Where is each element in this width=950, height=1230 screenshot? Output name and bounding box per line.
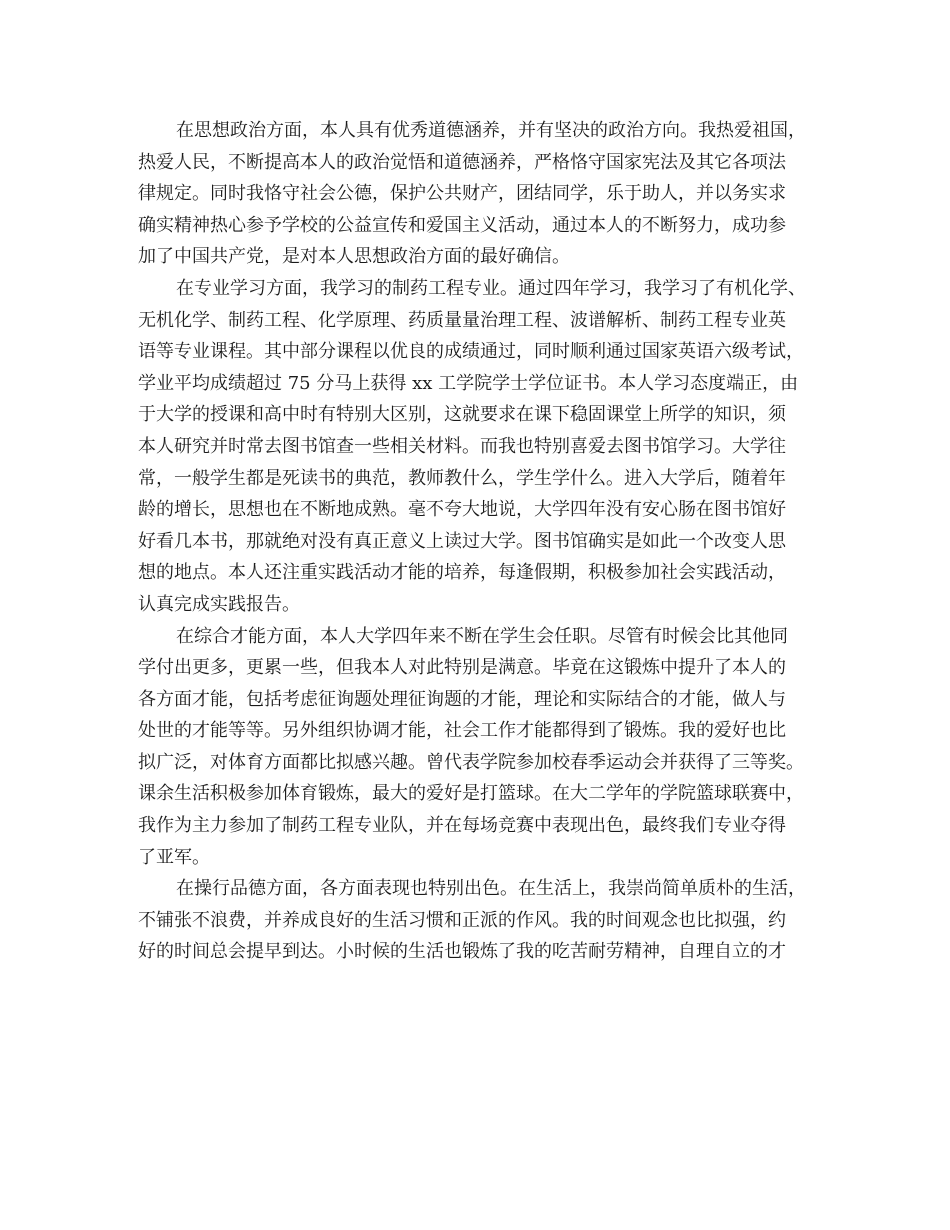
text-line: 在操行品德方面，各方面表现也特别出色。在生活上，我崇尚简单质朴的生活， (176, 878, 806, 900)
text-line: 加了中国共产党，是对本人思想政治方面的最好确信。 (138, 246, 570, 268)
text-line: 无机化学、制药工程、化学原理、药质量量治理工程、波谱解析、制药工程专业英 (138, 309, 786, 331)
text-line: 在思想政治方面，本人具有优秀道德涵养，并有坚决的政治方向。我热爱祖国， (176, 120, 806, 141)
text-line: 律规定。同时我恪守社会公德，保护公共财产，团结同学，乐于助人，并以务实求 (138, 183, 786, 205)
text-line: 确实精神热心参予学校的公益宣传和爱国主义活动，通过本人的不断努力，成功参 (138, 214, 786, 236)
text-line: 本人研究并时常去图书馆查一些相关材料。而我也特别喜爱去图书馆学习。大学往 (138, 435, 786, 457)
text-line: 想的地点。本人还注重实践活动才能的培养，每逢假期，积极参加社会实践活动， (138, 562, 786, 584)
text-line: 学付出更多，更累一些，但我本人对此特别是满意。毕竟在这锻炼中提升了本人的 (138, 657, 786, 679)
text-line: 不铺张不浪费，并养成良好的生活习惯和正派的作风。我的时间观念也比拟强，约 (138, 909, 786, 931)
paragraph-study (138, 273, 828, 621)
text-line: 在综合才能方面，本人大学四年来不断在学生会任职。尽管有时候会比其他同 (176, 625, 788, 647)
text-line: 于大学的授课和高中时有特别大区别，这就要求在课下稳固课堂上所学的知识，须 (138, 404, 786, 426)
text-line: 处世的才能等等。另外组织协调才能，社会工作才能都得到了锻炼。我的爱好也比 (138, 720, 786, 742)
paragraph-conduct (138, 873, 828, 968)
text-line: 学业平均成绩超过 75 分马上获得 xx 工学院学士学位证书。本人学习态度端正，由 (138, 372, 799, 394)
text-line: 好看几本书，那就绝对没有真正意义上读过大学。图书馆确实是如此一个改变人思 (138, 530, 786, 552)
text-line: 我作为主力参加了制药工程专业队，并在每场竞赛中表现出色，最终我们专业夺得 (138, 815, 786, 837)
text-line: 课余生活积极参加体育锻炼，最大的爱好是打篮球。在大二学年的学院篮球联赛中， (138, 783, 804, 805)
text-line: 好的时间总会提早到达。小时候的生活也锻炼了我的吃苦耐劳精神，自理自立的才 (138, 941, 786, 963)
text-line: 拟广泛，对体育方面都比拟感兴趣。曾代表学院参加校春季运动会并获得了三等奖。 (138, 751, 804, 773)
text-line: 语等专业课程。其中部分课程以优良的成绩通过，同时顺利通过国家英语六级考试， (138, 341, 804, 363)
paragraph-political (138, 115, 828, 273)
text-line: 热爱人民，不断提高本人的政治觉悟和道德涵养，严格恪守国家宪法及其它各项法 (138, 151, 786, 173)
paragraph-abilities (138, 621, 828, 874)
text-line: 各方面才能，包括考虑征询题处理征询题的才能，理论和实际结合的才能，做人与 (138, 688, 786, 710)
text-line: 常，一般学生都是死读书的典范，教师教什么，学生学什么。进入大学后，随着年 (138, 467, 786, 489)
text-line: 认真完成实践报告。 (138, 593, 300, 615)
text-line: 在专业学习方面，我学习的制药工程专业。通过四年学习，我学习了有机化学、 (176, 277, 806, 299)
text-line: 了亚军。 (138, 846, 210, 868)
text-line: 龄的增长，思想也在不断地成熟。毫不夸大地说，大学四年没有安心肠在图书馆好 (138, 499, 786, 521)
document-body (138, 115, 828, 968)
